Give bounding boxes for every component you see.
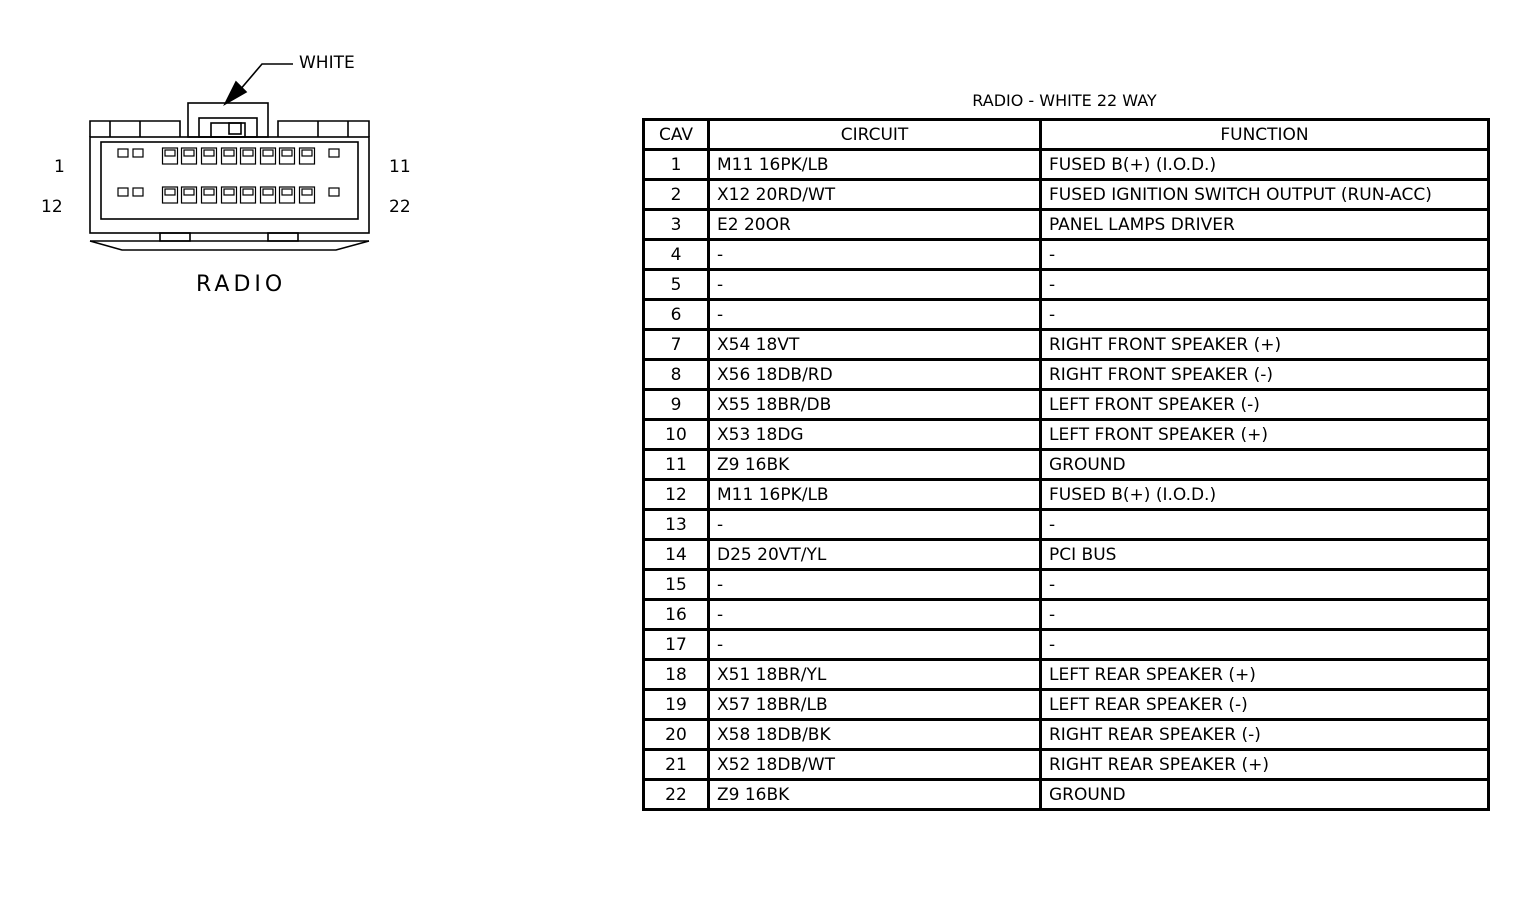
- table-header-row: [644, 120, 1489, 150]
- circuit-cell: M11 16PK/LB: [709, 480, 1041, 510]
- function-cell: GROUND: [1041, 450, 1489, 480]
- pin-cavity: [133, 149, 143, 157]
- header-function: FUNCTION: [1041, 120, 1489, 150]
- circuit-cell: -: [709, 240, 1041, 270]
- pin-terminal: [204, 150, 214, 156]
- circuit-cell: -: [709, 600, 1041, 630]
- circuit-cell: M11 16PK/LB: [709, 150, 1041, 180]
- table-row: [644, 720, 1489, 750]
- table-row: [644, 420, 1489, 450]
- function-cell: RIGHT REAR SPEAKER (+): [1041, 750, 1489, 780]
- cav-cell: 6: [644, 300, 709, 330]
- cav-cell: 15: [644, 570, 709, 600]
- cav-cell: 13: [644, 510, 709, 540]
- function-cell: -: [1041, 600, 1489, 630]
- function-cell: RIGHT FRONT SPEAKER (-): [1041, 360, 1489, 390]
- pin-terminal: [184, 150, 194, 156]
- pin-label-22: 22: [389, 197, 411, 217]
- connector-inner-face: [101, 142, 358, 219]
- table-row: [644, 450, 1489, 480]
- pin-cavity: [118, 149, 128, 157]
- circuit-cell: -: [709, 270, 1041, 300]
- cav-cell: 11: [644, 450, 709, 480]
- pin-terminal: [165, 189, 175, 195]
- pin-terminal: [165, 150, 175, 156]
- cav-cell: 22: [644, 780, 709, 810]
- cav-cell: 14: [644, 540, 709, 570]
- pin-cavity: [329, 188, 339, 196]
- circuit-cell: X56 18DB/RD: [709, 360, 1041, 390]
- circuit-cell: -: [709, 300, 1041, 330]
- cav-cell: 16: [644, 600, 709, 630]
- cav-cell: 17: [644, 630, 709, 660]
- function-cell: PANEL LAMPS DRIVER: [1041, 210, 1489, 240]
- cav-cell: 18: [644, 660, 709, 690]
- cav-cell: 7: [644, 330, 709, 360]
- function-cell: -: [1041, 570, 1489, 600]
- table-row: [644, 300, 1489, 330]
- pin-terminal: [263, 150, 273, 156]
- connector-color-label: WHITE: [299, 53, 355, 73]
- header-circuit: CIRCUIT: [709, 120, 1041, 150]
- circuit-cell: Z9 16BK: [709, 450, 1041, 480]
- circuit-cell: X58 18DB/BK: [709, 720, 1041, 750]
- table-row: [644, 210, 1489, 240]
- cav-cell: 2: [644, 180, 709, 210]
- pin-terminal: [243, 189, 253, 195]
- connector-latch: [188, 103, 268, 137]
- pin-terminal: [282, 189, 292, 195]
- circuit-cell: X57 18BR/LB: [709, 690, 1041, 720]
- function-cell: LEFT FRONT SPEAKER (-): [1041, 390, 1489, 420]
- table-row: [644, 600, 1489, 630]
- table-row: [644, 630, 1489, 660]
- circuit-cell: X52 18DB/WT: [709, 750, 1041, 780]
- cav-cell: 8: [644, 360, 709, 390]
- pin-terminal: [224, 150, 234, 156]
- pin-terminal: [243, 150, 253, 156]
- header-cav: CAV: [644, 120, 709, 150]
- pin-label-11: 11: [389, 157, 411, 177]
- table-row: [644, 570, 1489, 600]
- pin-terminal: [282, 150, 292, 156]
- table-row: [644, 390, 1489, 420]
- function-cell: PCI BUS: [1041, 540, 1489, 570]
- table-row: [644, 180, 1489, 210]
- function-cell: -: [1041, 270, 1489, 300]
- cav-cell: 12: [644, 480, 709, 510]
- table-title: RADIO - WHITE 22 WAY: [972, 91, 1157, 110]
- table-row: [644, 780, 1489, 810]
- table-row: [644, 510, 1489, 540]
- pin-terminal: [224, 189, 234, 195]
- pin-cavities: [118, 148, 339, 203]
- cav-cell: 10: [644, 420, 709, 450]
- cav-cell: 1: [644, 150, 709, 180]
- function-cell: FUSED B(+) (I.O.D.): [1041, 150, 1489, 180]
- table-row: [644, 480, 1489, 510]
- pin-label-1: 1: [54, 157, 65, 177]
- circuit-cell: X51 18BR/YL: [709, 660, 1041, 690]
- circuit-cell: X53 18DG: [709, 420, 1041, 450]
- cav-cell: 5: [644, 270, 709, 300]
- pin-cavity: [133, 188, 143, 196]
- table-row: [644, 360, 1489, 390]
- table-row: [644, 660, 1489, 690]
- function-cell: FUSED IGNITION SWITCH OUTPUT (RUN-ACC): [1041, 180, 1489, 210]
- pin-label-12: 12: [41, 197, 63, 217]
- cav-cell: 9: [644, 390, 709, 420]
- cav-cell: 20: [644, 720, 709, 750]
- cav-cell: 21: [644, 750, 709, 780]
- function-cell: LEFT REAR SPEAKER (+): [1041, 660, 1489, 690]
- function-cell: FUSED B(+) (I.O.D.): [1041, 480, 1489, 510]
- circuit-cell: Z9 16BK: [709, 780, 1041, 810]
- pin-cavity: [118, 188, 128, 196]
- circuit-cell: X54 18VT: [709, 330, 1041, 360]
- pin-terminal: [263, 189, 273, 195]
- connector-top-tabs-left: [90, 121, 180, 137]
- table-row: [644, 540, 1489, 570]
- cav-cell: 3: [644, 210, 709, 240]
- circuit-cell: -: [709, 630, 1041, 660]
- connector-top-tabs-right: [278, 121, 369, 137]
- table-row: [644, 750, 1489, 780]
- function-cell: LEFT FRONT SPEAKER (+): [1041, 420, 1489, 450]
- circuit-cell: E2 20OR: [709, 210, 1041, 240]
- function-cell: -: [1041, 300, 1489, 330]
- function-cell: LEFT REAR SPEAKER (-): [1041, 690, 1489, 720]
- function-cell: -: [1041, 630, 1489, 660]
- pin-cavity: [329, 149, 339, 157]
- circuit-cell: -: [709, 510, 1041, 540]
- function-cell: -: [1041, 240, 1489, 270]
- function-cell: -: [1041, 510, 1489, 540]
- circuit-cell: X12 20RD/WT: [709, 180, 1041, 210]
- table-body: [644, 150, 1489, 810]
- function-cell: RIGHT REAR SPEAKER (-): [1041, 720, 1489, 750]
- table-row: [644, 330, 1489, 360]
- table-row: [644, 150, 1489, 180]
- table-row: [644, 690, 1489, 720]
- circuit-cell: X55 18BR/DB: [709, 390, 1041, 420]
- function-cell: RIGHT FRONT SPEAKER (+): [1041, 330, 1489, 360]
- pin-terminal: [204, 189, 214, 195]
- pinout-table: [642, 118, 1490, 811]
- pin-terminal: [184, 189, 194, 195]
- circuit-cell: D25 20VT/YL: [709, 540, 1041, 570]
- circuit-cell: -: [709, 570, 1041, 600]
- cav-cell: 4: [644, 240, 709, 270]
- pin-terminal: [302, 189, 312, 195]
- table-row: [644, 270, 1489, 300]
- table-row: [644, 240, 1489, 270]
- function-cell: GROUND: [1041, 780, 1489, 810]
- cav-cell: 19: [644, 690, 709, 720]
- pin-terminal: [302, 150, 312, 156]
- connector-name-label: RADIO: [196, 272, 287, 297]
